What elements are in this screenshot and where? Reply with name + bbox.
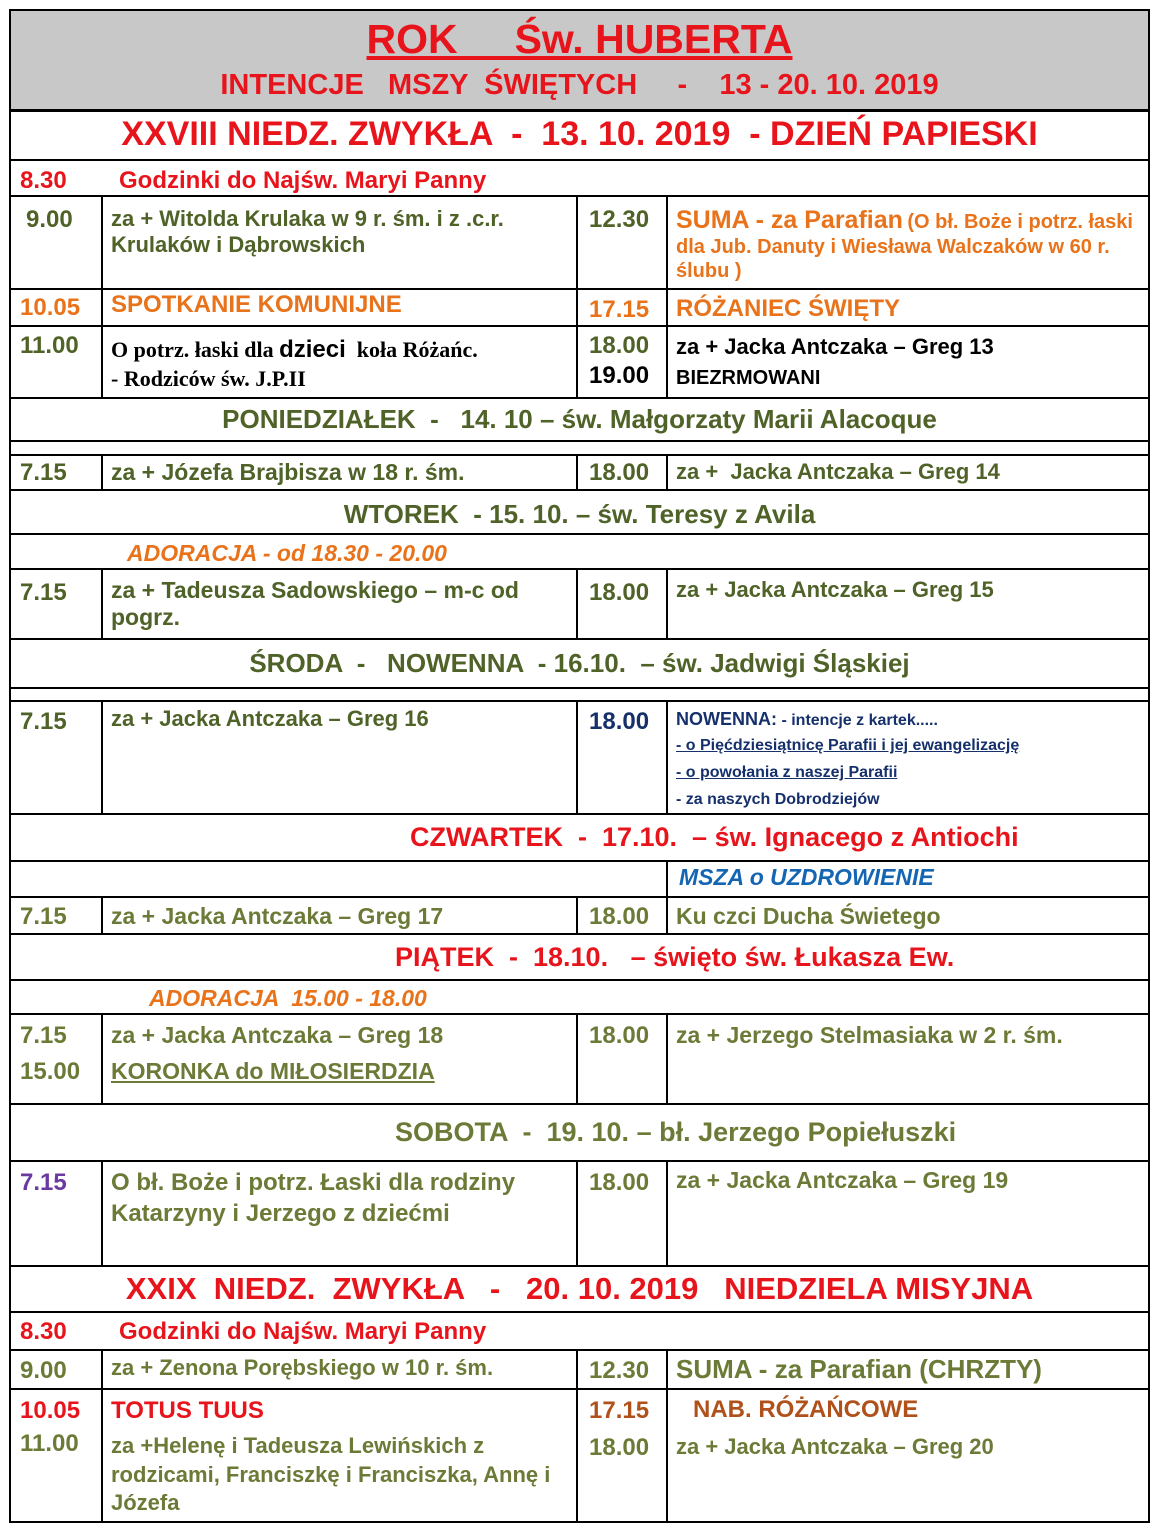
rule bbox=[10, 325, 1149, 327]
column-divider bbox=[666, 454, 668, 489]
thursday-time-1: 7.15 bbox=[20, 903, 67, 930]
s2-intention-1005: TOTUS TUUS bbox=[111, 1397, 264, 1424]
s2-intention-1230: SUMA - za Parafian (CHRZTY) bbox=[676, 1354, 1042, 1384]
rule bbox=[10, 687, 1149, 689]
suma-title: SUMA - za Parafian bbox=[676, 206, 903, 234]
wednesday-intention-1: za + Jacka Antczaka – Greg 16 bbox=[111, 706, 429, 731]
nowenna-header bbox=[676, 709, 938, 731]
saturday-intention-1: O bł. Boże i potrz. Łaski dla rodziny Katarzyny i Jerzego z dziećmi bbox=[111, 1169, 516, 1228]
tuesday-time-1: 7.15 bbox=[20, 579, 67, 606]
column-divider bbox=[101, 896, 103, 933]
rule bbox=[10, 159, 1149, 161]
friday-time-3: 18.00 bbox=[589, 1022, 650, 1049]
column-divider bbox=[101, 1349, 103, 1523]
time-1715: 17.15 bbox=[589, 296, 650, 323]
column-divider bbox=[576, 1349, 578, 1523]
rule bbox=[10, 489, 1149, 491]
rule bbox=[10, 638, 1149, 640]
s2-time-1005: 10.05 bbox=[20, 1397, 81, 1424]
column-divider bbox=[101, 700, 103, 813]
suma-label bbox=[676, 205, 1146, 283]
saturday-intention-2: za + Jacka Antczaka – Greg 19 bbox=[676, 1167, 1009, 1193]
intention-1100-dzieci: dzieci bbox=[279, 336, 346, 363]
column-divider bbox=[101, 454, 103, 489]
column-divider bbox=[576, 288, 578, 397]
column-divider bbox=[666, 1013, 668, 1103]
time-1005: 10.05 bbox=[20, 294, 81, 321]
rule bbox=[10, 1265, 1149, 1267]
tuesday-intention-2: za + Jacka Antczaka – Greg 15 bbox=[676, 577, 994, 602]
column-divider bbox=[101, 195, 103, 288]
intention-1100-text: O potrz. łaski dla bbox=[111, 337, 280, 362]
monday-intention-1: za + Józefa Brajbisza w 18 r. śm. bbox=[111, 459, 465, 485]
friday-time-1: 7.15 bbox=[20, 1022, 67, 1049]
rule bbox=[10, 1349, 1149, 1351]
intention-1900: BIEZRMOWANI bbox=[676, 367, 821, 389]
time-0900: 9.00 bbox=[26, 206, 73, 233]
suma-note: (O bł. Boże i potrz. łaski dla Jub. Danuty i Wiesława Walczaków w 60 r. ślubu ) bbox=[676, 211, 1133, 282]
nowenna-item-3: - za naszych Dobrodziejów bbox=[676, 791, 880, 808]
monday-time-2: 18.00 bbox=[589, 459, 650, 486]
page-subtitle: INTENCJE MSZY ŚWIĘTYCH - 13 - 20. 10. 2019 bbox=[220, 69, 939, 101]
s2-godzinki-label: Godzinki do Najśw. Maryi Panny bbox=[119, 1318, 487, 1345]
column-divider bbox=[666, 288, 668, 397]
column-divider bbox=[101, 1160, 103, 1265]
s2-time-1100: 11.00 bbox=[20, 1430, 79, 1457]
nowenna-rest: - intencje z kartek..... bbox=[777, 712, 938, 729]
monday-intention-2: za + Jacka Antczaka – Greg 14 bbox=[676, 459, 1000, 484]
s2-intention-1800: za + Jacka Antczaka – Greg 20 bbox=[676, 1434, 994, 1459]
s2-time-0900: 9.00 bbox=[20, 1357, 67, 1384]
rule bbox=[10, 109, 1149, 112]
rule bbox=[10, 700, 1149, 702]
tuesday-heading: WTOREK - 15. 10. – św. Teresy z Avila bbox=[343, 499, 816, 529]
column-divider bbox=[101, 288, 103, 397]
column-divider bbox=[666, 195, 668, 288]
column-divider bbox=[666, 860, 668, 896]
column-divider bbox=[576, 1160, 578, 1265]
column-divider bbox=[666, 700, 668, 813]
column-divider bbox=[666, 568, 668, 638]
intention-1100-line2: - Rodziców św. J.P.II bbox=[111, 366, 306, 391]
saturday-time-1: 7.15 bbox=[20, 1169, 67, 1196]
tuesday-time-2: 18.00 bbox=[589, 579, 650, 606]
s2-time-0830: 8.30 bbox=[20, 1318, 67, 1345]
s2-time-1230: 12.30 bbox=[589, 1357, 650, 1384]
rule bbox=[10, 1013, 1149, 1015]
intention-1800-text: za + Jacka Antczaka – Greg 13 bbox=[676, 334, 994, 359]
tuesday-intention-1: za + Tadeusza Sadowskiego – m-c od pogrz. bbox=[111, 577, 519, 631]
friday-time-2: 15.00 bbox=[20, 1058, 81, 1085]
intention-1100 bbox=[111, 336, 478, 364]
column-divider bbox=[576, 568, 578, 638]
friday-heading: PIĄTEK - 18.10. – święto św. Łukasza Ew. bbox=[395, 942, 955, 972]
column-divider bbox=[101, 568, 103, 638]
thursday-intention-2: Ku czci Ducha Świetego bbox=[676, 903, 941, 929]
time-1230: 12.30 bbox=[589, 206, 650, 233]
column-divider bbox=[576, 454, 578, 489]
time-1800: 18.00 bbox=[589, 332, 650, 359]
friday-adoracja: ADORACJA 15.00 - 18.00 bbox=[149, 985, 427, 1011]
rule bbox=[10, 288, 1149, 290]
friday-intention-1: za + Jacka Antczaka – Greg 18 bbox=[111, 1022, 444, 1048]
friday-intention-3: za + Jerzego Stelmasiaka w 2 r. śm. bbox=[676, 1022, 1063, 1048]
nowenna-label: NOWENNA: bbox=[676, 709, 777, 729]
page-title: ROK Św. HUBERTA bbox=[366, 16, 793, 62]
saturday-time-2: 18.00 bbox=[589, 1169, 650, 1196]
column-divider bbox=[576, 896, 578, 933]
rule bbox=[10, 860, 1149, 862]
rule bbox=[10, 1311, 1149, 1313]
sunday1-heading: XXVIII NIEDZ. ZWYKŁA - 13. 10. 2019 - DZIEŃ PAPIESKI bbox=[121, 115, 1038, 153]
column-divider bbox=[576, 195, 578, 288]
rule bbox=[10, 397, 1149, 399]
tuesday-adoracja: ADORACJA - od 18.30 - 20.00 bbox=[127, 540, 447, 566]
intention-0900: za + Witolda Krulaka w 9 r. śm. i z .c.r. Krulaków i Dąbrowskich bbox=[111, 206, 504, 257]
intention-1005: SPOTKANIE KOMUNIJNE bbox=[111, 291, 402, 318]
koronka-label: KORONKA do MIŁOSIERDZIA bbox=[111, 1058, 435, 1084]
rule bbox=[10, 1103, 1149, 1105]
intention-1800 bbox=[676, 334, 994, 360]
rule bbox=[10, 813, 1149, 815]
s2-time-1715: 17.15 bbox=[589, 1397, 650, 1424]
time-0830: 8.30 bbox=[20, 167, 67, 194]
godzinki-label: Godzinki do Najśw. Maryi Panny bbox=[119, 167, 487, 194]
s2-intention-1100: za +Helenę i Tadeusza Lewińskich z rodzicami, Franciszkę i Franciszka, Annę i Józefa bbox=[111, 1433, 551, 1516]
column-divider bbox=[666, 1349, 668, 1523]
time-1900: 19.00 bbox=[589, 362, 650, 389]
column-divider bbox=[101, 1013, 103, 1103]
rule bbox=[10, 1160, 1149, 1162]
wednesday-heading: ŚRODA - NOWENNA - 16.10. – św. Jadwigi Śląskiej bbox=[249, 648, 910, 678]
monday-heading: PONIEDZIAŁEK - 14. 10 – św. Małgorzaty Marii Alacoque bbox=[222, 404, 937, 434]
monday-time-1: 7.15 bbox=[20, 459, 67, 486]
nowenna-item-1: - o Pięćdziesiątnicę Parafii i jej ewangelizację bbox=[676, 737, 1020, 754]
rule bbox=[10, 979, 1149, 981]
rule bbox=[10, 933, 1149, 935]
rule bbox=[10, 533, 1149, 535]
s2-intention-1715: NAB. RÓŻAŃCOWE bbox=[693, 1396, 919, 1423]
rule bbox=[10, 454, 1149, 456]
sunday2-heading: XXIX NIEDZ. ZWYKŁA - 20. 10. 2019 NIEDZIELA MISYJNA bbox=[125, 1271, 1034, 1306]
nowenna-item-2: - o powołania z naszej Parafii bbox=[676, 764, 898, 781]
column-divider bbox=[666, 896, 668, 933]
thursday-intention-1: za + Jacka Antczaka – Greg 17 bbox=[111, 903, 444, 929]
column-divider bbox=[576, 1013, 578, 1103]
thursday-msza: MSZA o UZDROWIENIE bbox=[679, 864, 934, 890]
s2-intention-0900: za + Zenona Porębskiego w 10 r. śm. bbox=[111, 1355, 494, 1380]
rule bbox=[10, 896, 1149, 898]
column-divider bbox=[576, 700, 578, 813]
column-divider bbox=[666, 1160, 668, 1265]
rule bbox=[10, 568, 1149, 570]
saturday-heading: SOBOTA - 19. 10. – bł. Jerzego Popiełuszki bbox=[395, 1117, 957, 1147]
s2-time-1800: 18.00 bbox=[589, 1434, 650, 1461]
time-1100: 11.00 bbox=[20, 332, 79, 359]
intention-1715: RÓŻANIEC ŚWIĘTY bbox=[676, 295, 901, 322]
thursday-heading: CZWARTEK - 17.10. – św. Ignacego z Antiochi bbox=[410, 822, 1019, 852]
rule bbox=[10, 440, 1149, 442]
wednesday-time-1: 7.15 bbox=[20, 708, 67, 735]
thursday-time-2: 18.00 bbox=[589, 903, 650, 930]
wednesday-time-2: 18.00 bbox=[589, 708, 650, 735]
intention-1100-kolo: koła Różańc. bbox=[345, 337, 478, 362]
rule bbox=[10, 1388, 1149, 1390]
